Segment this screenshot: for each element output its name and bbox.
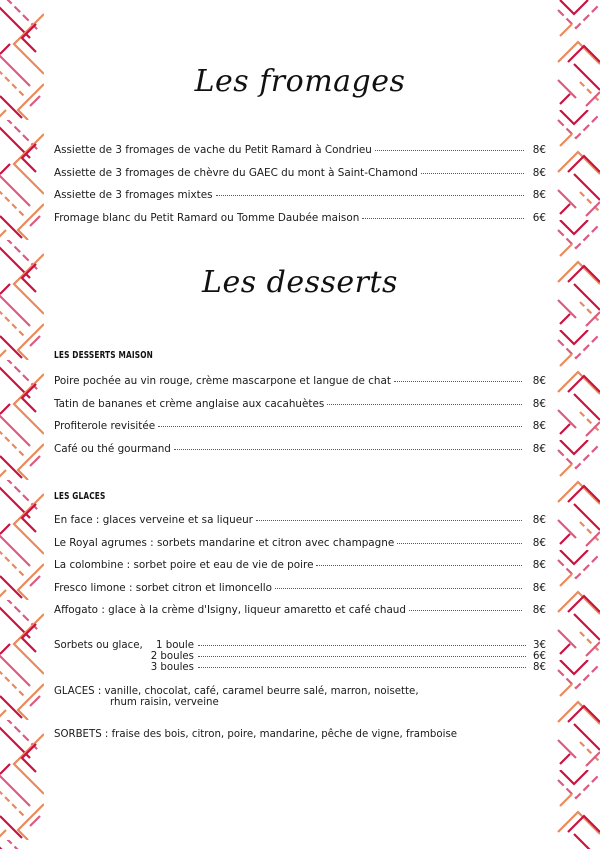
item-price: 8€ <box>532 604 546 616</box>
glaces-list <box>54 514 546 627</box>
dot-leader <box>394 381 522 382</box>
dot-leader <box>362 218 524 219</box>
item-price: 8€ <box>532 442 546 455</box>
geometric-pattern-icon <box>556 0 600 849</box>
menu-item <box>54 443 546 466</box>
dot-leader <box>158 426 522 427</box>
dot-leader <box>198 667 526 668</box>
decorative-border-right <box>556 0 600 849</box>
item-price: 6€ <box>532 211 546 224</box>
scoop-option <box>54 640 546 651</box>
item-price: 8€ <box>532 420 546 432</box>
scoop-option <box>54 651 546 662</box>
menu-item <box>54 537 546 560</box>
menu-item <box>54 398 546 421</box>
menu-item <box>54 189 546 212</box>
item-name: Assiette de 3 fromages de chèvre du GAEC du mont à Saint-Chamond <box>54 166 418 179</box>
dot-leader <box>216 195 524 196</box>
glaces-flavors <box>54 686 546 708</box>
item-price: 8€ <box>532 166 546 179</box>
item-price: 8€ <box>532 581 546 594</box>
scoop-price: 6€ <box>533 651 546 662</box>
item-price: 8€ <box>532 536 546 549</box>
decorative-border-left <box>0 0 44 849</box>
item-price: 8€ <box>532 514 546 526</box>
menu-item <box>54 559 546 582</box>
scoop-option <box>54 662 546 673</box>
dot-leader <box>174 449 522 450</box>
item-price: 8€ <box>532 144 546 156</box>
item-name: La colombine : sorbet poire et eau de vie de poire <box>54 559 314 571</box>
glaces-flavors-line2: rhum raisin, verveine <box>110 697 219 708</box>
dot-leader <box>421 173 524 174</box>
item-name: Tatin de bananes et crème anglaise aux cacahuètes <box>54 397 325 410</box>
menu-item <box>54 144 546 167</box>
item-name: Café ou thé gourmand <box>54 442 171 455</box>
geometric-pattern-icon <box>0 0 44 849</box>
fromages-list <box>54 144 546 234</box>
menu-item <box>54 582 546 605</box>
menu-item <box>54 514 546 537</box>
dot-leader <box>409 610 522 611</box>
item-name: Affogato : glace à la crème d'Isigny, liqueur amaretto et café chaud <box>54 604 406 616</box>
scoop-price: 8€ <box>533 662 546 673</box>
dot-leader <box>327 404 522 405</box>
menu-item <box>54 375 546 398</box>
item-name: Le Royal agrumes : sorbets mandarine et citron avec champagne <box>54 536 395 549</box>
item-price: 8€ <box>532 375 546 387</box>
scoop-qty: 2 boules <box>150 651 194 662</box>
item-name: Assiette de 3 fromages de vache du Petit Ramard à Condrieu <box>54 144 372 156</box>
dot-leader <box>397 543 522 544</box>
menu-page <box>54 0 546 849</box>
scoop-qty: 1 boule <box>156 640 194 651</box>
scoop-label: Sorbets ou glace, <box>54 640 143 651</box>
subheading-glaces: LES GLACES <box>54 491 106 502</box>
menu-item <box>54 167 546 190</box>
dot-leader <box>316 565 522 566</box>
scoop-price: 3€ <box>533 640 546 651</box>
scoop-qty: 3 boules <box>150 662 194 673</box>
glaces-flavors-line1: GLACES : vanille, chocolat, café, caramel beurre salé, marron, noisette, <box>54 686 419 697</box>
item-price: 8€ <box>532 189 546 201</box>
menu-item <box>54 420 546 443</box>
section-title-desserts: Les desserts <box>202 265 398 300</box>
subheading-desserts-maison: LES DESSERTS MAISON <box>54 350 153 361</box>
desserts-maison-list <box>54 375 546 465</box>
dot-leader <box>198 656 526 657</box>
dot-leader <box>256 520 522 521</box>
item-name: En face : glaces verveine et sa liqueur <box>54 514 253 526</box>
sorbets-flavors <box>54 729 546 740</box>
menu-item <box>54 212 546 235</box>
item-price: 8€ <box>532 397 546 410</box>
item-price: 8€ <box>532 559 546 571</box>
sorbets-flavors-line1: SORBETS : fraise des bois, citron, poire, mandarine, pêche de vigne, framboise <box>54 729 458 740</box>
item-name: Profiterole revisitée <box>54 420 156 432</box>
item-name: Assiette de 3 fromages mixtes <box>54 189 213 201</box>
menu-item <box>54 604 546 627</box>
dot-leader <box>198 645 526 646</box>
section-title-fromages: Les fromages <box>194 64 406 99</box>
dot-leader <box>375 150 524 151</box>
item-name: Poire pochée au vin rouge, crème mascarpone et langue de chat <box>54 375 391 387</box>
item-name: Fresco limone : sorbet citron et limoncello <box>54 581 272 594</box>
item-name: Fromage blanc du Petit Ramard ou Tomme Daubée maison <box>54 211 360 224</box>
dot-leader <box>275 588 522 589</box>
scoop-pricing <box>54 640 546 673</box>
